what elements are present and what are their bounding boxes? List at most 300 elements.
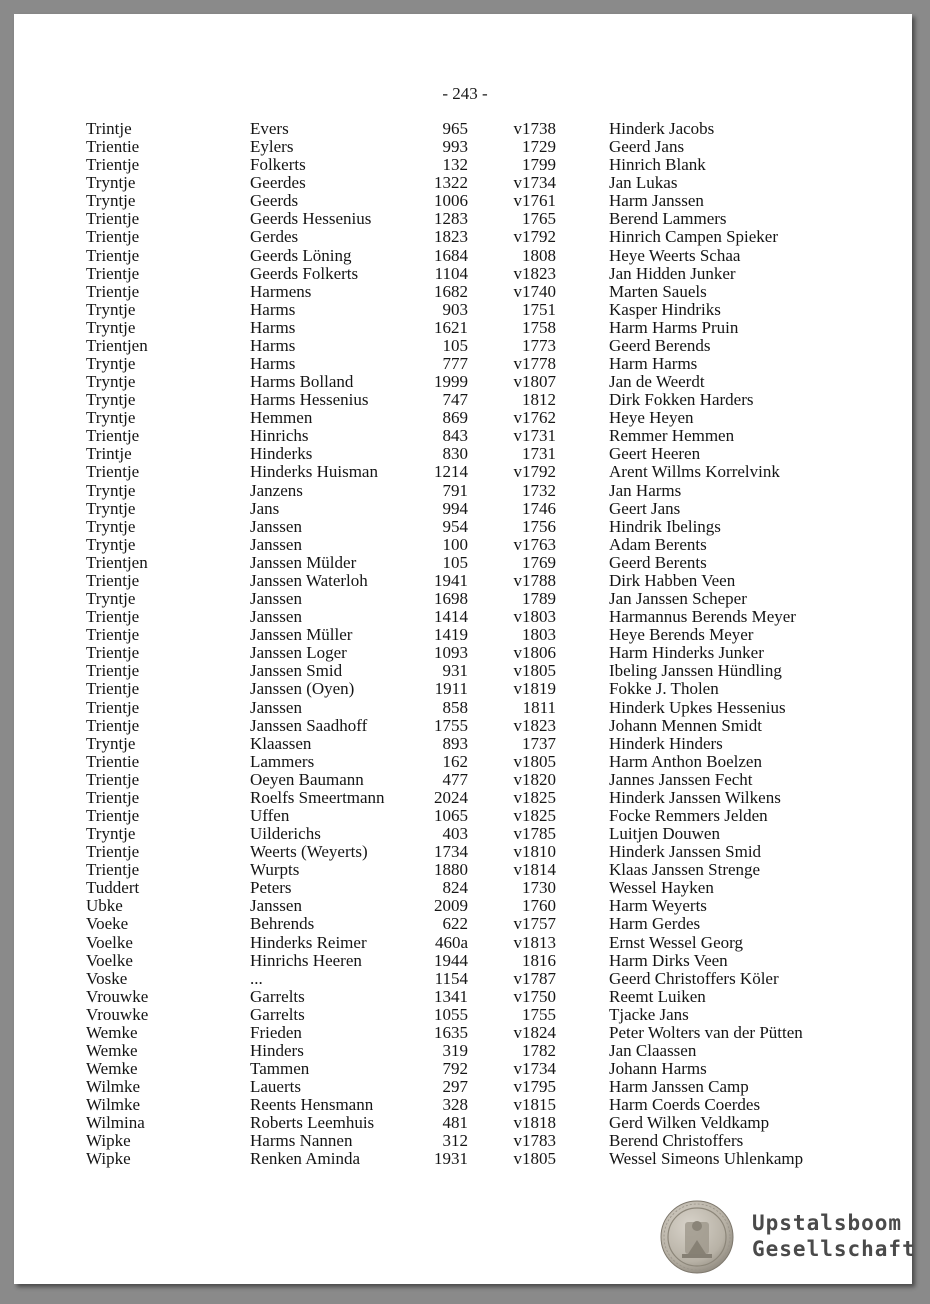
record-number: 1911 <box>434 679 468 699</box>
spouse-name: Peter Wolters van der Pütten <box>609 1022 803 1042</box>
table-row <box>0 626 930 644</box>
surname: Janssen <box>250 516 302 536</box>
table-row <box>0 789 930 807</box>
first-name: Tryntje <box>86 354 136 374</box>
surname: Oeyen Baumann <box>250 769 364 789</box>
record-number: 1006 <box>434 191 468 211</box>
surname: Janssen Mülder <box>250 552 357 572</box>
surname: Janssen Waterloh <box>250 570 368 590</box>
table-row <box>0 590 930 608</box>
record-number: 1214 <box>434 462 468 482</box>
first-name: Wipke <box>86 1131 131 1151</box>
spouse-name: Remmer Hemmen <box>609 426 735 446</box>
record-number: 328 <box>442 1095 468 1115</box>
upstalsboom-logo <box>660 1197 916 1277</box>
first-name: Voske <box>86 968 128 988</box>
spouse-name: Hinderk Jacobs <box>609 119 715 138</box>
first-name: Tryntje <box>86 191 136 211</box>
year: v1783 <box>513 1131 556 1151</box>
record-number: 994 <box>442 498 468 518</box>
surname: Hinrichs Heeren <box>250 950 362 970</box>
record-number: 1104 <box>434 263 468 283</box>
record-number: 931 <box>442 661 468 681</box>
surname: Eylers <box>250 137 294 157</box>
year: 1732 <box>522 480 556 500</box>
surname: Janzens <box>250 480 303 500</box>
year: 1799 <box>522 155 556 175</box>
spouse-name: Tjacke Jans <box>609 1004 689 1024</box>
table-row <box>0 988 930 1006</box>
first-name: Trientje <box>86 462 140 482</box>
year: 1769 <box>522 552 556 572</box>
year: v1734 <box>513 1059 556 1079</box>
first-name: Trientje <box>86 643 140 663</box>
year: v1820 <box>513 769 556 789</box>
surname: Hinrichs <box>250 426 309 446</box>
record-number: 319 <box>442 1040 468 1060</box>
table-row <box>0 409 930 427</box>
year: v1815 <box>513 1095 556 1115</box>
record-number: 830 <box>442 444 468 464</box>
first-name: Trientje <box>86 679 140 699</box>
surname: Janssen <box>250 534 302 554</box>
table-row <box>0 1042 930 1060</box>
surname: Frieden <box>250 1022 302 1042</box>
first-name: Trientie <box>86 751 140 771</box>
surname: Roberts Leemhuis <box>250 1113 375 1133</box>
first-name: Trientje <box>86 697 140 717</box>
table-row <box>0 1078 930 1096</box>
record-number: 843 <box>442 426 468 446</box>
first-name: Trientje <box>86 263 140 283</box>
first-name: Trientje <box>86 281 140 301</box>
spouse-name: Hinrich Blank <box>609 155 706 175</box>
table-row <box>0 427 930 445</box>
record-number: 824 <box>442 878 468 898</box>
year: 1812 <box>522 390 556 410</box>
record-number: 162 <box>442 751 468 771</box>
first-name: Tryntje <box>86 390 136 410</box>
surname: Harms Bolland <box>250 372 354 392</box>
year: v1762 <box>513 408 556 428</box>
record-number: 132 <box>442 155 468 175</box>
surname: Harms <box>250 299 296 319</box>
year: v1810 <box>513 842 556 862</box>
surname: Geerdes <box>250 173 306 193</box>
surname: Klaassen <box>250 733 312 753</box>
record-number: 1055 <box>434 1004 468 1024</box>
record-number: 747 <box>442 390 468 410</box>
table-row <box>0 753 930 771</box>
table-row <box>0 915 930 933</box>
year: 1729 <box>522 137 556 157</box>
spouse-name: Harm Coerds Coerdes <box>609 1095 761 1115</box>
spouse-name: Harm Gerdes <box>609 914 701 934</box>
table-row <box>0 897 930 915</box>
surname: Janssen (Oyen) <box>250 679 355 699</box>
table-row <box>0 879 930 897</box>
first-name: Trientje <box>86 426 140 446</box>
table-row <box>0 283 930 301</box>
surname: Harms <box>250 354 296 374</box>
first-name: Tryntje <box>86 498 136 518</box>
table-row <box>0 861 930 879</box>
record-number: 1341 <box>434 986 468 1006</box>
table-row <box>0 1024 930 1042</box>
table-row <box>0 445 930 463</box>
year: v1738 <box>513 119 556 138</box>
year: v1778 <box>513 354 556 374</box>
year: v1825 <box>513 805 556 825</box>
spouse-name: Jan Lukas <box>609 173 678 193</box>
year: 1746 <box>522 498 556 518</box>
spouse-name: Ibeling Janssen Hündling <box>609 661 782 681</box>
table-row <box>0 717 930 735</box>
record-number: 1931 <box>434 1149 468 1169</box>
surname: Hinderks <box>250 444 313 464</box>
record-number: 403 <box>442 824 468 844</box>
table-row <box>0 120 930 138</box>
year: 1782 <box>522 1040 556 1060</box>
year: v1792 <box>513 462 556 482</box>
first-name: Trientje <box>86 570 140 590</box>
first-name: Trientje <box>86 769 140 789</box>
record-number: 1414 <box>434 607 468 627</box>
table-row <box>0 952 930 970</box>
spouse-name: Arent Willms Korrelvink <box>609 462 780 482</box>
record-number: 1154 <box>434 968 468 988</box>
year: v1803 <box>513 607 556 627</box>
record-number: 993 <box>442 137 468 157</box>
table-row <box>0 174 930 192</box>
table-row <box>0 319 930 337</box>
year: v1823 <box>513 715 556 735</box>
spouse-name: Geerd Jans <box>609 137 685 157</box>
first-name: Trientje <box>86 209 140 229</box>
year: 1751 <box>522 299 556 319</box>
first-name: Trientje <box>86 607 140 627</box>
spouse-name: Wessel Simeons Uhlenkamp <box>609 1149 804 1169</box>
year: v1819 <box>513 679 556 699</box>
first-name: Voelke <box>86 950 133 970</box>
first-name: Tryntje <box>86 534 136 554</box>
first-name: Tryntje <box>86 299 136 319</box>
year: 1765 <box>522 209 556 229</box>
first-name: Tryntje <box>86 516 136 536</box>
spouse-name: Harm Dirks Veen <box>609 950 728 970</box>
record-number: 105 <box>442 552 468 572</box>
surname: Geerds Löning <box>250 245 352 265</box>
table-row <box>0 735 930 753</box>
table-row <box>0 644 930 662</box>
first-name: Tryntje <box>86 480 136 500</box>
table-row <box>0 771 930 789</box>
surname: Garrelts <box>250 986 305 1006</box>
first-name: Wilmke <box>86 1077 141 1097</box>
surname: Uffen <box>250 805 290 825</box>
spouse-name: Reemt Luiken <box>609 986 706 1006</box>
year: v1823 <box>513 263 556 283</box>
record-number: 105 <box>442 335 468 355</box>
table-row <box>0 391 930 409</box>
year: 1756 <box>522 516 556 536</box>
year: 1773 <box>522 335 556 355</box>
year: v1731 <box>513 426 556 446</box>
year: v1792 <box>513 227 556 247</box>
surname: Geerds <box>250 191 299 211</box>
spouse-name: Wessel Hayken <box>609 878 714 898</box>
record-number: 954 <box>442 516 468 536</box>
year: v1813 <box>513 932 556 952</box>
first-name: Trientje <box>86 842 140 862</box>
year: 1808 <box>522 245 556 265</box>
spouse-name: Heye Heyen <box>609 408 694 428</box>
first-name: Trintje <box>86 119 132 138</box>
surname: Janssen Loger <box>250 643 347 663</box>
record-number: 1635 <box>434 1022 468 1042</box>
spouse-name: Hinderk Upkes Hessenius <box>609 697 786 717</box>
spouse-name: Berend Lammers <box>609 209 727 229</box>
first-name: Trientje <box>86 860 140 880</box>
table-row <box>0 825 930 843</box>
surname: Hemmen <box>250 408 313 428</box>
table-row <box>0 1096 930 1114</box>
spouse-name: Harm Weyerts <box>609 896 707 916</box>
spouse-name: Berend Christoffers <box>609 1131 744 1151</box>
surname: Lauerts <box>250 1077 301 1097</box>
first-name: Trientje <box>86 661 140 681</box>
surname: Janssen <box>250 607 302 627</box>
surname: Janssen <box>250 896 302 916</box>
spouse-name: Johann Harms <box>609 1059 707 1079</box>
year: v1734 <box>513 173 556 193</box>
record-number: 2009 <box>434 896 468 916</box>
record-number: 481 <box>442 1113 468 1133</box>
year: v1805 <box>513 751 556 771</box>
record-number: 1698 <box>434 589 468 609</box>
spouse-name: Hindrik Ibelings <box>609 516 721 536</box>
year: v1785 <box>513 824 556 844</box>
table-row <box>0 662 930 680</box>
year: v1761 <box>513 191 556 211</box>
year: 1803 <box>522 625 556 645</box>
record-number: 903 <box>442 299 468 319</box>
record-number: 297 <box>442 1077 468 1097</box>
table-row <box>0 970 930 988</box>
record-number: 312 <box>442 1131 468 1151</box>
surname: ... <box>250 968 263 988</box>
table-row <box>0 1060 930 1078</box>
surname: Wurpts <box>250 860 300 880</box>
table-row <box>0 1114 930 1132</box>
first-name: Trientie <box>86 137 140 157</box>
spouse-name: Hinrich Campen Spieker <box>609 227 779 247</box>
surname: Uilderichs <box>250 824 321 844</box>
surname: Folkerts <box>250 155 306 175</box>
year: 1730 <box>522 878 556 898</box>
logo-text-line1: Upstalsboom <box>752 1211 903 1235</box>
surname: Geerds Hessenius <box>250 209 372 229</box>
first-name: Wemke <box>86 1022 138 1042</box>
first-name: Wilmke <box>86 1095 141 1115</box>
table-row <box>0 247 930 265</box>
table-row <box>0 1006 930 1024</box>
record-number: 1322 <box>434 173 468 193</box>
table-row <box>0 572 930 590</box>
year: 1811 <box>522 697 556 717</box>
year: v1757 <box>513 914 556 934</box>
table-row <box>0 680 930 698</box>
first-name: Wemke <box>86 1040 138 1060</box>
year: v1740 <box>513 281 556 301</box>
table-row <box>0 608 930 626</box>
first-name: Tryntje <box>86 824 136 844</box>
record-number: 1065 <box>434 805 468 825</box>
record-number: 477 <box>442 769 468 789</box>
surname: Evers <box>250 119 289 138</box>
first-name: Vrouwke <box>86 986 149 1006</box>
first-name: Wipke <box>86 1149 131 1169</box>
first-name: Tryntje <box>86 317 136 337</box>
table-row <box>0 699 930 717</box>
spouse-name: Marten Sauels <box>609 281 707 301</box>
first-name: Tryntje <box>86 372 136 392</box>
table-row <box>0 934 930 952</box>
year: v1787 <box>513 968 556 988</box>
table-row <box>0 1132 930 1150</box>
spouse-name: Jan Harms <box>609 480 682 500</box>
first-name: Trientjen <box>86 335 148 355</box>
first-name: Trientje <box>86 245 140 265</box>
surname: Peters <box>250 878 292 898</box>
spouse-name: Hinderk Hinders <box>609 733 723 753</box>
spouse-name: Johann Mennen Smidt <box>609 715 762 735</box>
year: v1824 <box>513 1022 556 1042</box>
spouse-name: Harmannus Berends Meyer <box>609 607 796 627</box>
surname: Hinderks Reimer <box>250 932 367 952</box>
table-row <box>0 210 930 228</box>
surname: Harms Hessenius <box>250 390 369 410</box>
year: v1818 <box>513 1113 556 1133</box>
spouse-name: Focke Remmers Jelden <box>609 805 768 825</box>
spouse-name: Geerd Berends <box>609 335 711 355</box>
surname: Geerds Folkerts <box>250 263 359 283</box>
year: 1755 <box>522 1004 556 1024</box>
spouse-name: Hinderk Janssen Wilkens <box>609 787 781 807</box>
spouse-name: Harm Hinderks Junker <box>609 643 764 663</box>
surname: Harms <box>250 317 296 337</box>
year: 1816 <box>522 950 556 970</box>
record-number: 1621 <box>434 317 468 337</box>
spouse-name: Ernst Wessel Georg <box>609 932 743 952</box>
first-name: Wemke <box>86 1059 138 1079</box>
first-name: Trientje <box>86 715 140 735</box>
spouse-name: Dirk Habben Veen <box>609 570 736 590</box>
record-number: 1999 <box>434 372 468 392</box>
first-name: Tuddert <box>86 878 140 898</box>
spouse-name: Fokke J. Tholen <box>609 679 719 699</box>
first-name: Trientje <box>86 787 140 807</box>
record-number: 1944 <box>434 950 468 970</box>
surname: Janssen <box>250 697 302 717</box>
surname: Lammers <box>250 751 315 771</box>
spouse-name: Klaas Janssen Strenge <box>609 860 761 880</box>
surname: Janssen Saadhoff <box>250 715 368 735</box>
surname: Janssen Müller <box>250 625 353 645</box>
first-name: Voelke <box>86 932 133 952</box>
page-number: - 243 - <box>442 84 488 103</box>
table-row <box>0 463 930 481</box>
record-number: 1093 <box>434 643 468 663</box>
year: 1789 <box>522 589 556 609</box>
spouse-name: Jannes Janssen Fecht <box>609 769 753 789</box>
record-number: 460a <box>434 932 468 952</box>
record-number: 2024 <box>434 787 468 807</box>
table-row <box>0 301 930 319</box>
surname: Weerts (Weyerts) <box>250 842 368 862</box>
record-number: 100 <box>442 534 468 554</box>
record-number: 1880 <box>434 860 468 880</box>
year: v1805 <box>513 661 556 681</box>
spouse-name: Gerd Wilken Veldkamp <box>609 1113 770 1133</box>
record-number: 858 <box>442 697 468 717</box>
surname: Garrelts <box>250 1004 305 1024</box>
surname: Renken Aminda <box>250 1149 361 1169</box>
record-number: 622 <box>442 914 468 934</box>
table-row <box>0 536 930 554</box>
table-row <box>0 482 930 500</box>
year: 1731 <box>522 444 556 464</box>
first-name: Vrouwke <box>86 1004 149 1024</box>
record-number: 893 <box>442 733 468 753</box>
first-name: Tryntje <box>86 408 136 428</box>
spouse-name: Harm Janssen Camp <box>609 1077 749 1097</box>
spouse-name: Kasper Hindriks <box>609 299 721 319</box>
spouse-name: Adam Berents <box>609 534 707 554</box>
surname: Hinders <box>250 1040 304 1060</box>
spouse-name: Jan Hidden Junker <box>609 263 736 283</box>
table-row <box>0 138 930 156</box>
logo-text-line2: Gesellschaft <box>752 1237 916 1261</box>
record-number: 1734 <box>434 842 468 862</box>
table-row <box>0 192 930 210</box>
year: v1750 <box>513 986 556 1006</box>
spouse-name: Geert Heeren <box>609 444 701 464</box>
record-number: 965 <box>442 119 468 138</box>
year: v1825 <box>513 787 556 807</box>
table-row <box>0 337 930 355</box>
spouse-name: Luitjen Douwen <box>609 824 720 844</box>
table-row <box>0 500 930 518</box>
record-number: 1941 <box>434 570 468 590</box>
record-number: 1283 <box>434 209 468 229</box>
first-name: Trintje <box>86 444 132 464</box>
record-number: 1684 <box>434 245 468 265</box>
table-row <box>0 355 930 373</box>
spouse-name: Heye Berends Meyer <box>609 625 754 645</box>
table-row <box>0 265 930 283</box>
record-number: 1682 <box>434 281 468 301</box>
first-name: Voeke <box>86 914 129 934</box>
table-row <box>0 156 930 174</box>
spouse-name: Geerd Berents <box>609 552 707 572</box>
surname: Janssen <box>250 589 302 609</box>
record-number: 792 <box>442 1059 468 1079</box>
year: v1805 <box>513 1149 556 1169</box>
spouse-name: Jan Claassen <box>609 1040 697 1060</box>
year: 1758 <box>522 317 556 337</box>
spouse-name: Jan Janssen Scheper <box>609 589 747 609</box>
